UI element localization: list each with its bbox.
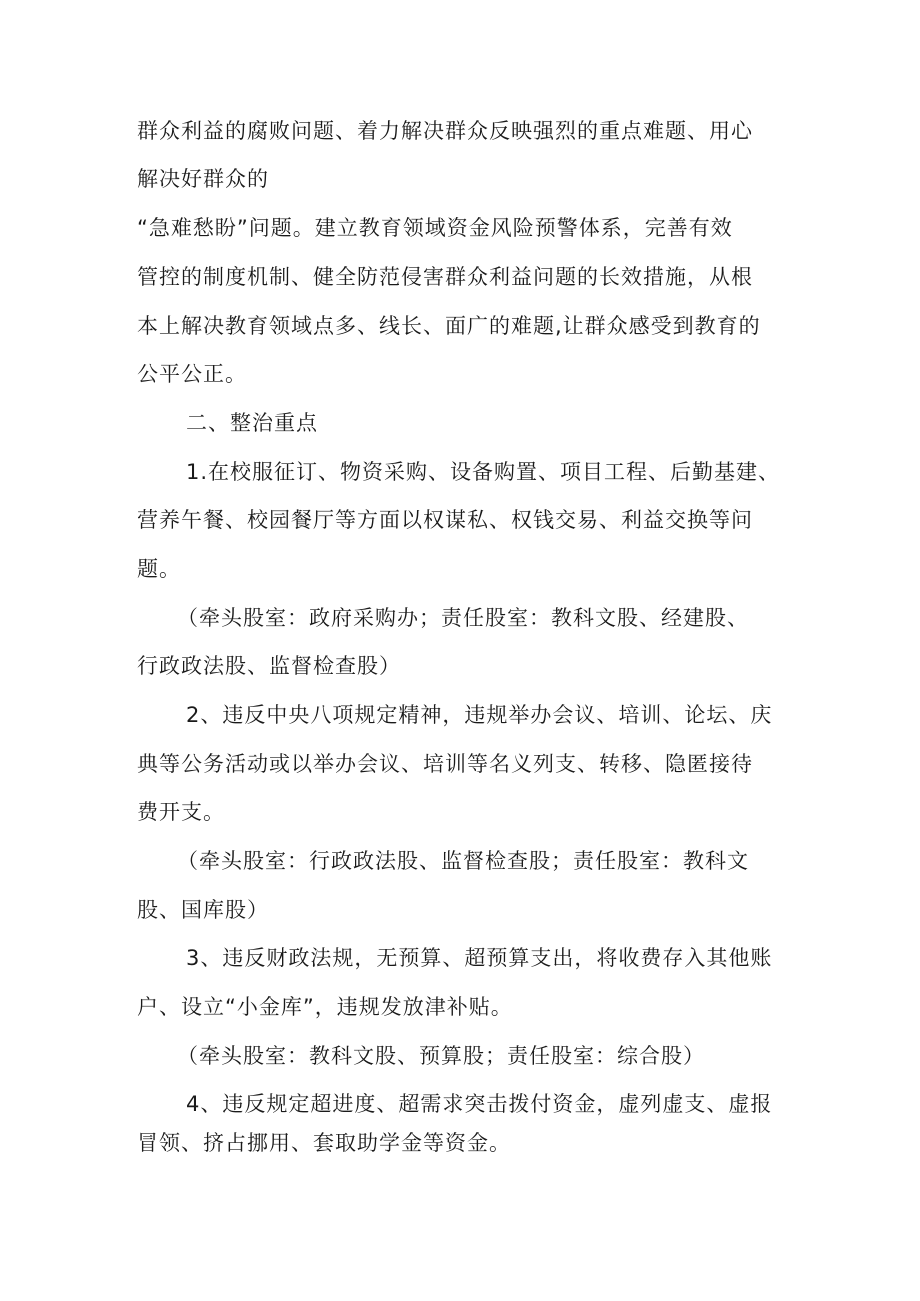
text-line: 解决好群众的 [137,167,269,191]
text-line: 公平公正。 [137,362,247,386]
text-line: 1.在校服征订、物资采购、设备购置、项目工程、后勤基建、 [186,460,781,484]
text-line: 户、设立“小金库”，违规发放津补贴。 [137,995,513,1019]
text-line: （牵头股室：政府采购办；责任股室：教科文股、经建股、 [177,606,749,630]
text-line: 群众利益的腐败问题、着力解决群众反映强烈的重点难题、用心 [137,119,753,143]
text-line: （牵头股室：教科文股、预算股；责任股室：综合股） [177,1044,705,1068]
text-line: 费开支。 [137,800,225,824]
text-line: 股、国库股） [137,898,269,922]
text-line: 营养午餐、校园餐厅等方面以权谋私、权钱交易、利益交换等问 [137,508,753,532]
text-line: 冒领、挤占挪用、套取助学金等资金。 [137,1131,511,1155]
text-line: 4、违反规定超进度、超需求突击拨付资金，虚列虚支、虚报 [186,1092,773,1116]
text-line: 典等公务活动或以举办会议、培训等名义列支、转移、隐匿接待 [137,752,753,776]
text-line: “急难愁盼”问题。建立教育领域资金风险预警体系，完善有效 [137,216,733,240]
text-line: 本上解决教育领域点多、线长、面广的难题,让群众感受到教育的 [137,314,761,338]
text-line: 行政政法股、监督检查股） [137,654,401,678]
text-line: 题。 [137,557,181,581]
section-heading: 二、整治重点 [186,411,318,435]
text-line: 3、违反财政法规，无预算、超预算支出，将收费存入其他账 [186,946,773,970]
text-line: 管控的制度机制、健全防范侵害群众利益问题的长效措施，从根 [137,265,753,289]
text-line: （牵头股室：行政政法股、监督检查股；责任股室：教科文 [177,849,749,873]
text-line: 2、违反中央八项规定精神，违规举办会议、培训、论坛、庆 [186,703,773,727]
